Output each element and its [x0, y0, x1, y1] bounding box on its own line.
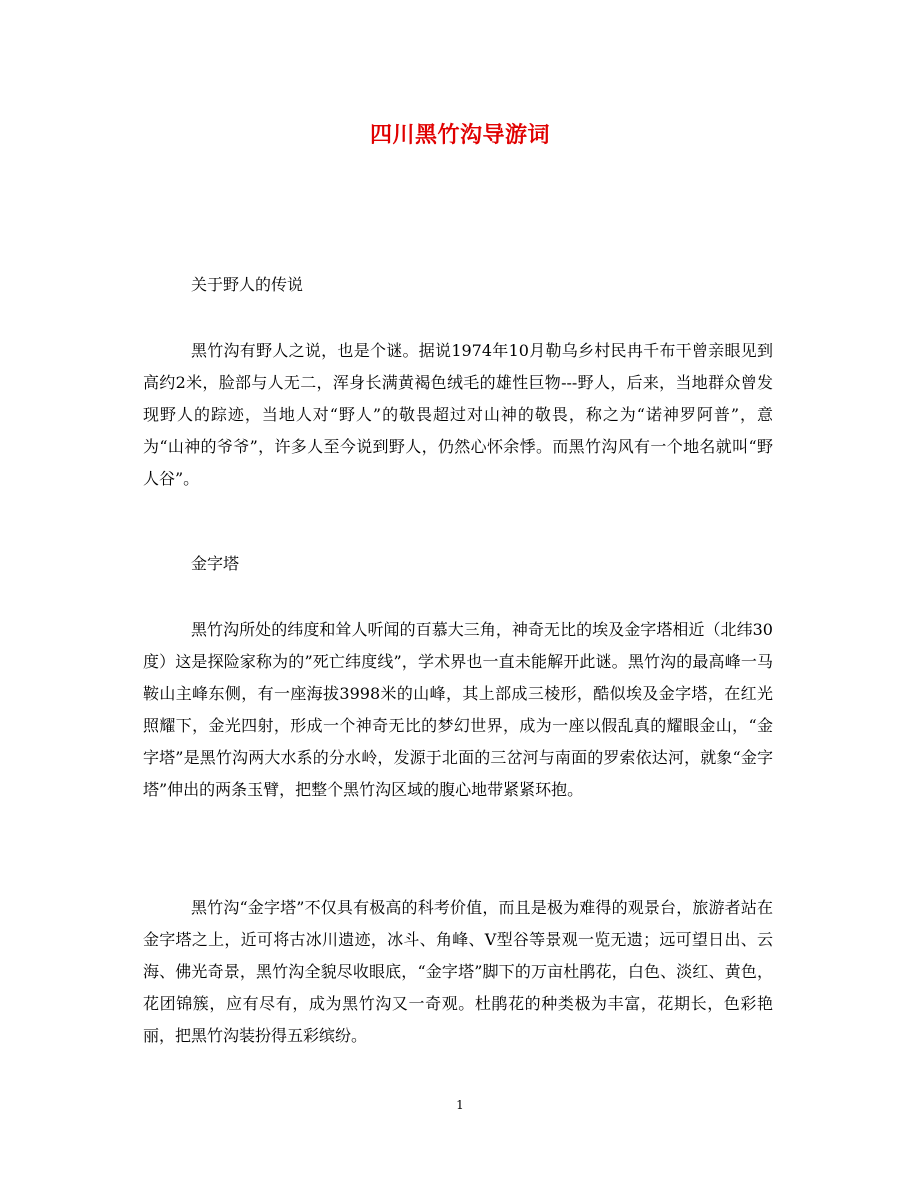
paragraph-pyramid-1: 黑竹沟所处的纬度和耸人听闻的百慕大三角，神奇无比的埃及金字塔相近（北纬30度）这是探险家称为的”死亡纬度线”，学术界也一直未能解开此谜。黑竹沟的最高峰一马鞍山主峰东侧，有一座海拔3998米的山峰，其上部成三棱形，酷似埃及金字塔，在红光照耀下，金光四射，形成一个神奇无比的梦幻世界，成为一座以假乱真的耀眼金山，“金字塔”是黑竹沟两大水系的分水岭，发源于北面的三岔河与南面的罗索依达河，就象“金字塔”伸出的两条玉臂，把整个黑竹沟区域的腹心地带紧紧环抱。 — [143, 620, 773, 799]
section-heading-pyramid: 金字塔 — [191, 554, 240, 573]
paragraph-wild-man: 黑竹沟有野人之说，也是个谜。据说1974年10月勒乌乡村民冉千布干曾亲眼见到高约2米，脸部与人无二，浑身长满黄褐色绒毛的雄性巨物---野人，后来，当地群众曾发现野人的踪迹，当地人对“野人”的敬畏超过对山神的敬畏，称之为“诺神罗阿普”，意为“山神的爷爷”，许多人至今说到野人，仍然心怀余悸。而黑竹沟风有一个地名就叫“野人谷”。 — [143, 341, 773, 488]
paragraph-pyramid-2: 黑竹沟“金字塔”不仅具有极高的科考价值，而且是极为难得的观景台，旅游者站在金字塔之上，近可将古冰川遗迹，冰斗、角峰、V型谷等景观一览无遗；远可望日出、云海、佛光奇景，黑竹沟全貌尽收眼底，“金字塔”脚下的万亩杜鹃花，白色、淡红、黄色，花团锦簇，应有尽有，成为黑竹沟又一奇观。杜鹃花的种类极为丰富，花期长，色彩艳丽，把黑竹沟装扮得五彩缤纷。 — [143, 898, 773, 1045]
section-heading-wild-man: 关于野人的传说 — [191, 275, 304, 294]
document-title: 四川黑竹沟导游词 — [369, 122, 550, 148]
page-number: 1 — [456, 1098, 464, 1112]
